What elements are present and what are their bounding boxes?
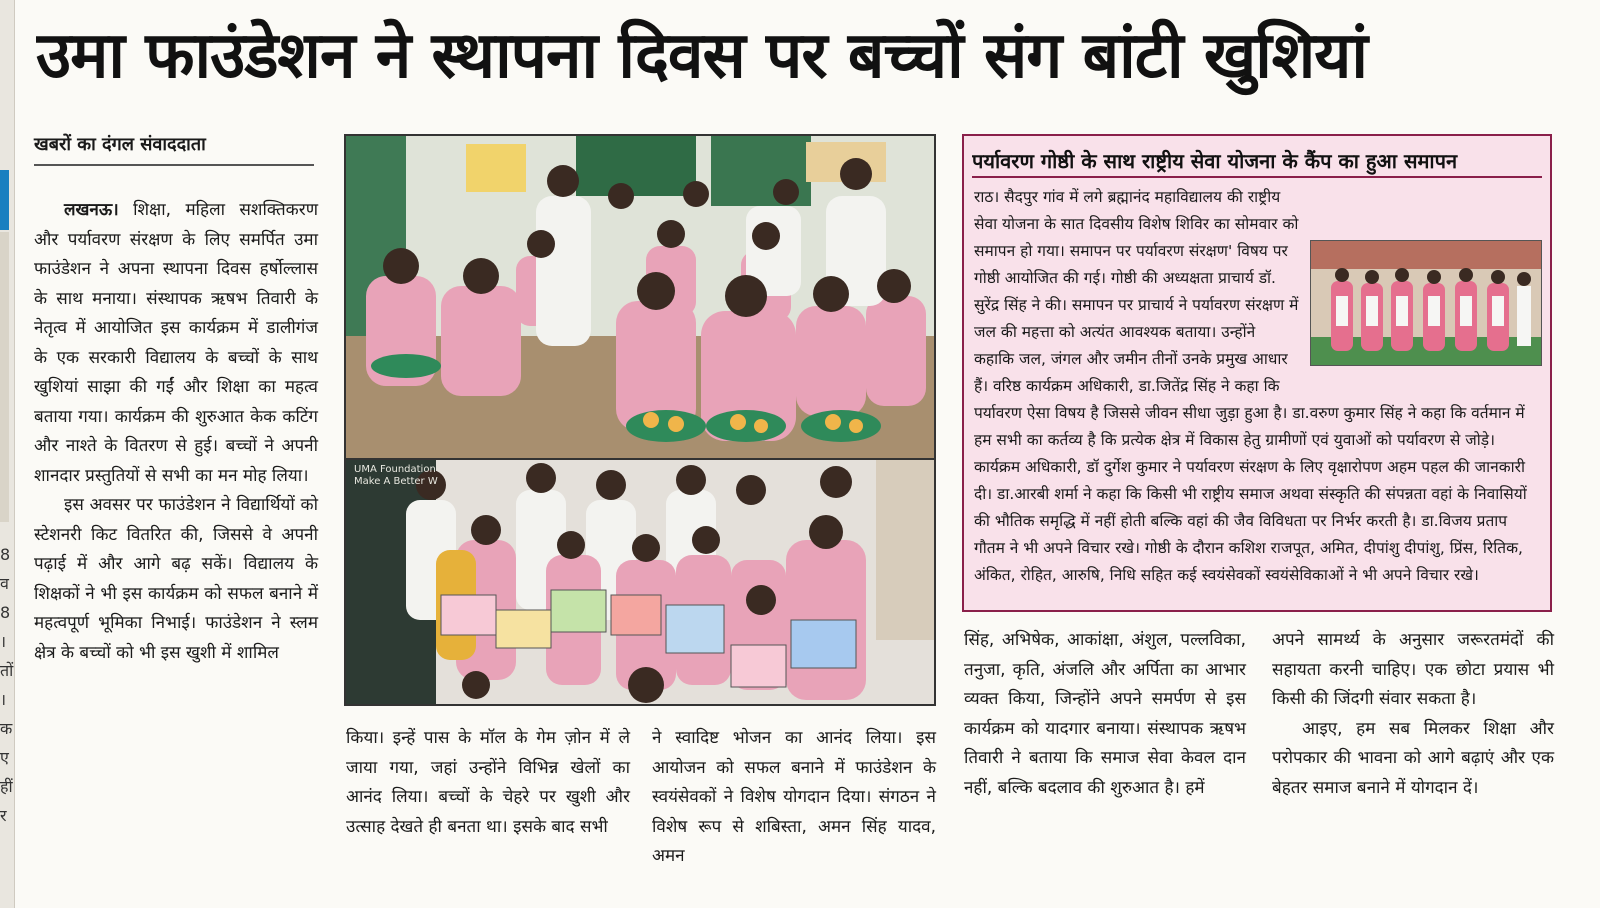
column-3-text: ने स्वादिष्ट भोजन का आनंद लिया। इस आयोजन को सफल बनाने में फाउंडेशन के स्वयंसेवकों ने विशेष योगदान दिया। संगठन ने विशेष रूप से शबिस्ता, अमन सिंह यादव, अमन bbox=[652, 728, 936, 866]
sidebar-story-text: राठ। सैदपुर गांव में लगे ब्रह्मानंद महाविद्यालय की राष्ट्रीय सेवा योजना के सात दिवसीय विशेष शिविर का सोमवार को समापन हो गया। समापन पर पर्यावरण संरक्षण' विषय पर गोष्ठी आयोजित की गई। गोष्ठी की अध्यक्षता प्राचार्य डॉ. सुरेंद्र सिंह ने की। समापन पर प्राचार्य ने पर्यावरण संरक्षण में जल की महत्ता को अत्यंत आवश्यक बताया। उन्होंने कहाकि जल, जंगल और जमीन तीनों उनके प्रमुख आधार हैं। वरिष्ठ कार्यक्रम अधिकारी, डा.जितेंद्र सिंह ने कहा कि पर्यावरण ऐसा विषय है जिससे जीवन सीधा जुड़ा हुआ है। डा.वरुण कुमार सिंह ने कहा कि वर्तमान में हम सभी का कर्तव्य है कि प्रत्येक क्षेत्र में विकास हेतु ग्रामीणों एवं युवाओं को पर्यावरण से जोड़े। कार्यक्रम अधिकारी, डॉ दुर्गेश कुमार ने पर्यावरण संरक्षण के लिए वृक्षारोपण अहम पहल की जानकारी दी। डा.आरबी शर्मा ने कहा कि किसी भी राष्ट्रीय समाज अथवा संस्कृति की संपन्नता वहां के निवासियों की भौतिक समृद्धि में नहीं होती बल्कि वहां की जैव विविधता पर निर्भर करती है। डा.विजय प्रताप गौतम ने भी अपने विचार रखे। गोष्ठी के दौरान कशिश राजपूत, अमित, दीपांशु दीपांशु, प्रिंस, रितिक, अंकित, रोहित, आरुषि, निधि सहित कई स्वयंसेवकों स्वयंसेविकाओं ने भी अपने विचार रखे। bbox=[974, 188, 1527, 584]
column-4-text: सिंह, अभिषेक, आकांक्षा, अंशुल, पल्लविका, तनुजा, कृति, अंजलि और अर्पिता का आभार व्यक्त किया, जिन्होंने अपने समर्पण से इस कार्यक्रम को यादगार बनाया। संस्थापक ऋषभ तिवारी ने बताया कि समाज सेवा केवल दान नहीं, बल्कि बदलाव की शुरुआत है। हमें bbox=[964, 630, 1246, 798]
article-column-2 bbox=[346, 724, 630, 842]
article-column-4 bbox=[964, 626, 1246, 803]
column-2-text: किया। इन्हें पास के मॉल के गेम ज़ोन में ले जाया गया, जहां उन्होंने विभिन्न खेलों का आनंद लिया। बच्चों के चेहरे पर खुशी और उत्साह देखते ही बनता था। इसके बाद सभी bbox=[346, 728, 630, 837]
adjacent-column-edge bbox=[0, 0, 15, 908]
event-photo-classroom bbox=[344, 134, 936, 460]
article-column-3 bbox=[652, 724, 936, 872]
sidebar-story-box bbox=[962, 134, 1552, 612]
dateline-city: लखनऊ। bbox=[64, 200, 119, 220]
article-column-5 bbox=[1272, 626, 1554, 803]
foundation-banner-text: UMA Foundation Make A Better W bbox=[354, 464, 438, 487]
adjacent-blue-bar bbox=[0, 170, 9, 230]
adjacent-text-fragments: 8 व 8 । तों । क ए हीं र bbox=[0, 545, 14, 825]
byline: खबरों का दंगल संवाददाता bbox=[34, 132, 314, 166]
sidebar-story-body bbox=[974, 184, 1540, 589]
adjacent-photo-strip bbox=[0, 232, 9, 522]
paragraph-1: शिक्षा, महिला सशक्तिकरण और पर्यावरण संरक्षण के लिए समर्पित उमा फाउंडेशन ने अपना स्थापना दिवस हर्षोल्लास के साथ मनाया। संस्थापक ऋषभ तिवारी के नेतृत्व में आयोजित इस कार्यक्रम में डालीगंज के एक सरकारी विद्यालय के बच्चों के साथ खुशियां साझा की गईं और शिक्षा का महत्व बताया गया। कार्यक्रम की शुरुआत केक कटिंग और नाश्ते के वितरण से हुई। बच्चों ने अपनी शानदार प्रस्तुतियों से सभी का मन मोह लिया। bbox=[34, 200, 318, 486]
event-photo-stationery bbox=[344, 458, 936, 706]
column-5-paragraph-2: आइए, हम सब मिलकर शिक्षा और परोपकार की भावना को आगे बढ़ाएं और एक बेहतर समाज बनाने में योगदान दें। bbox=[1272, 718, 1554, 798]
headline: उमा फाउंडेशन ने स्थापना दिवस पर बच्चों संग बांटी खुशियां bbox=[36, 19, 1367, 93]
column-5-paragraph-1: अपने सामर्थ्य के अनुसार जरूरतमंदों की सहायता करनी चाहिए। एक छोटा प्रयास भी किसी की जिंदगी संवार सकता है। bbox=[1272, 630, 1554, 709]
paragraph-2: इस अवसर पर फाउंडेशन ने विद्यार्थियों को स्टेशनरी किट वितरित की, जिससे वे अपनी पढ़ाई में और आगे बढ़ सकें। विद्यालय के शिक्षकों ने भी इस कार्यक्रम को सफल बनाने में महत्वपूर्ण भूमिका निभाई। फाउंडेशन ने स्लम क्षेत्र के बच्चों को भी इस खुशी में शामिल bbox=[34, 495, 318, 663]
sidebar-story-title: पर्यावरण गोष्ठी के साथ राष्ट्रीय सेवा योजना के कैंप का हुआ समापन bbox=[972, 146, 1542, 178]
sidebar-story-photo bbox=[1310, 240, 1542, 366]
article-column-1 bbox=[34, 196, 318, 668]
